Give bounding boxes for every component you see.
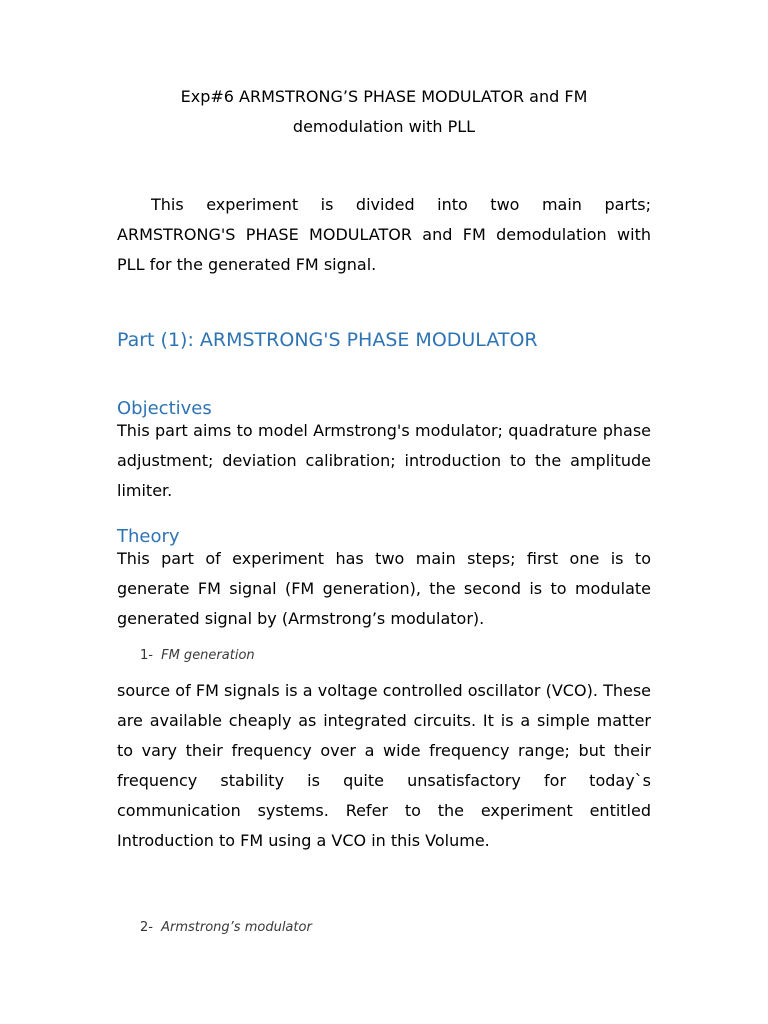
document-title: [117, 82, 651, 142]
objectives-heading: Objectives: [117, 398, 212, 419]
list-text: Armstrong’s modulator: [161, 920, 312, 935]
theory-heading: Theory: [117, 526, 180, 547]
intro-paragraph: This experiment is divided into two main parts; ARMSTRONG'S PHASE MODULATOR and FM demodulation with PLL for the generated FM signal.: [117, 195, 651, 274]
fm-generation-paragraph: source of FM signals is a voltage controlled oscillator (VCO). These are available cheaply as integrated circuits. It is a simple matter to vary their frequency over a wide frequency range; but their frequency stability is quite unsatisfactory for today`s communication systems. Refer to the experiment entitled Introduction to FM using a VCO in this Volume.: [117, 681, 651, 850]
list-text: FM generation: [161, 648, 255, 663]
objectives-paragraph: This part aims to model Armstrong's modulator; quadrature phase adjustment; deviation calibration; introduction to the amplitude limiter.: [117, 421, 651, 500]
theory-paragraph: This part of experiment has two main steps; first one is to generate FM signal (FM generation), the second is to modulate generated signal by (Armstrong’s modulator).: [117, 549, 651, 628]
part1-heading: Part (1): ARMSTRONG'S PHASE MODULATOR: [117, 329, 538, 351]
list-item-fm-generation: [140, 646, 255, 666]
title-line-2: demodulation with PLL: [292, 117, 476, 136]
title-line-1: Exp#6 ARMSTRONG’S PHASE MODULATOR and FM: [180, 87, 588, 106]
list-item-armstrong-modulator: [140, 918, 312, 938]
list-number: 1-: [140, 648, 153, 663]
list-number: 2-: [140, 920, 153, 935]
